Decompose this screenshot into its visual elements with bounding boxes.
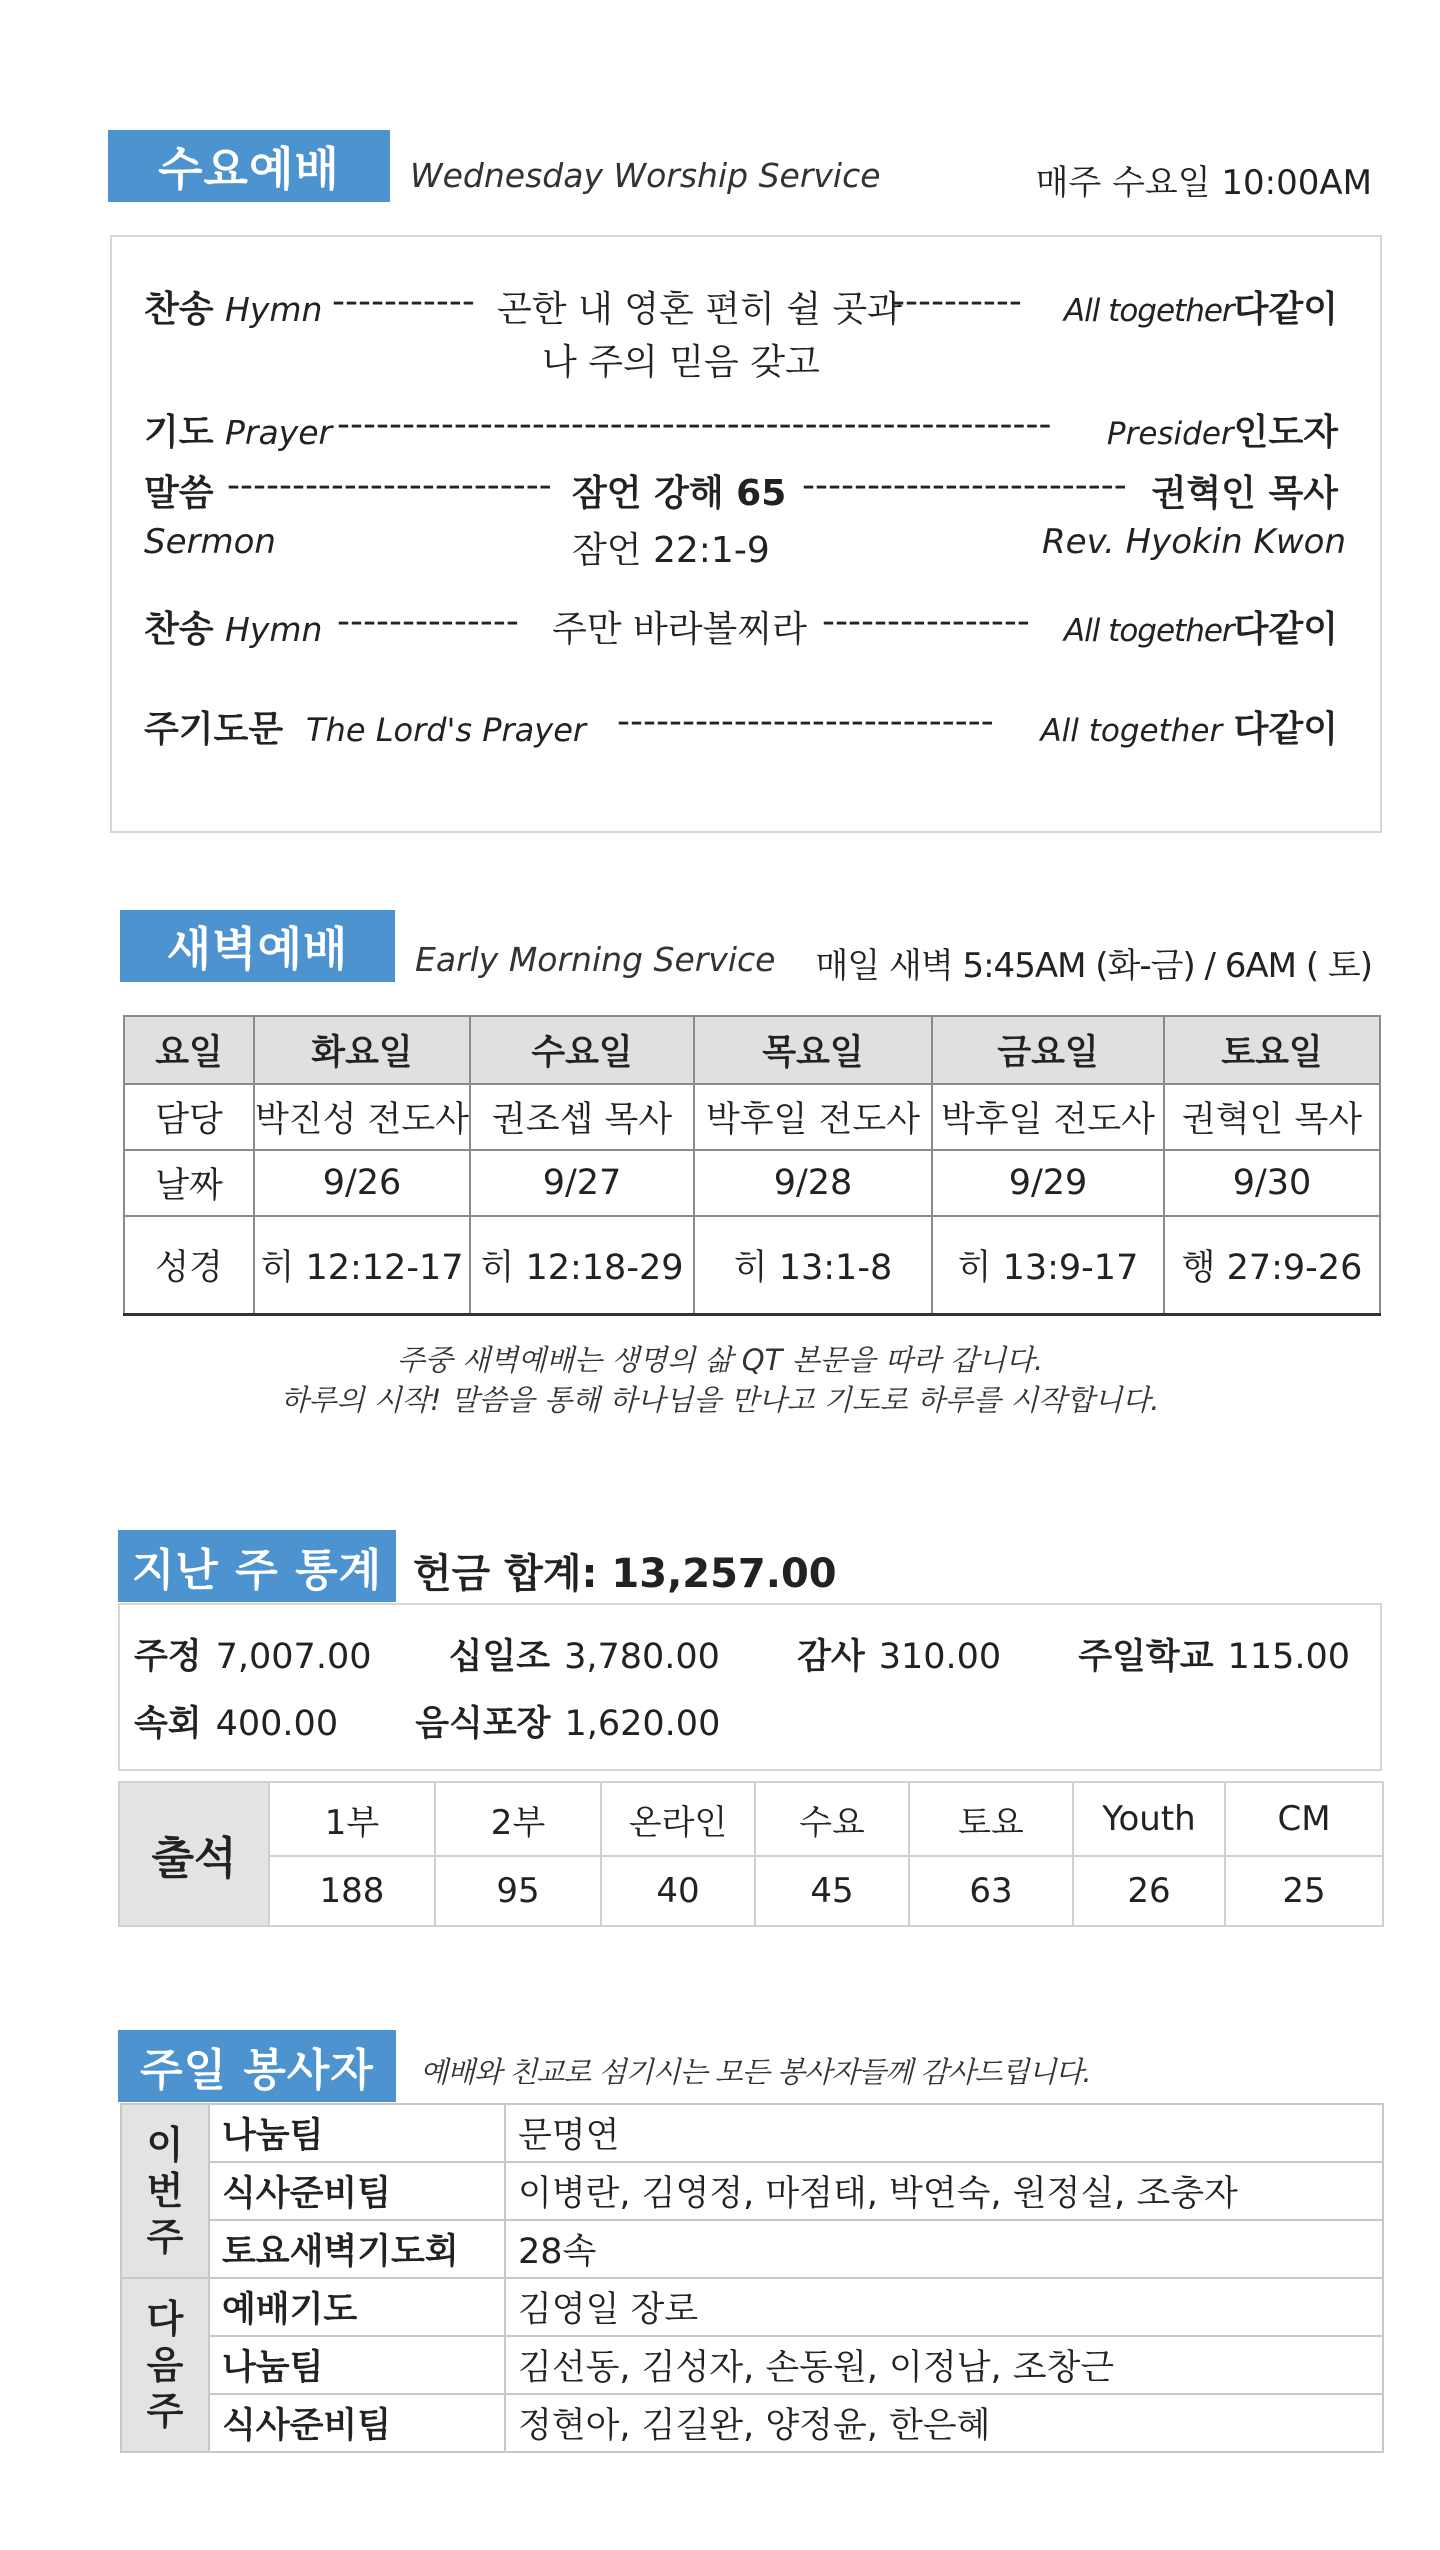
table-row bbox=[124, 1150, 1380, 1216]
offering-value: 7,007.00 bbox=[215, 1637, 372, 1677]
table-row bbox=[119, 1782, 1383, 1856]
this-week-label: 이 번 주 bbox=[121, 2104, 209, 2278]
dawn-header-cell: 목요일 bbox=[694, 1016, 932, 1084]
attendance-header: CM bbox=[1225, 1782, 1383, 1856]
dawn-subtitle: Early Morning Service bbox=[415, 940, 776, 979]
dash-line: ---------- bbox=[892, 281, 1022, 322]
volunteers-section-tag: 주일 봉사자 bbox=[118, 2030, 396, 2102]
order-sermon-en: Sermon bbox=[144, 522, 276, 562]
table-row bbox=[121, 2104, 1383, 2162]
attendance-header: 1부 bbox=[269, 1782, 435, 1856]
dawn-section-tag: 새벽예배 bbox=[120, 910, 395, 982]
attendance-header: 토요 bbox=[909, 1782, 1073, 1856]
order-prayer-right bbox=[1107, 404, 1338, 455]
wednesday-time: 매주 수요일 10:00AM bbox=[1035, 163, 1372, 203]
attendance-value: 45 bbox=[755, 1856, 909, 1926]
order-prayer bbox=[144, 404, 332, 455]
order-hymn-1-right bbox=[1064, 281, 1338, 332]
order-sermon-title: 잠언 강해 65 bbox=[572, 473, 787, 514]
dawn-cell: 9/29 bbox=[932, 1150, 1164, 1216]
order-hymn-1-title-2: 나 주의 믿음 갖고 bbox=[542, 342, 820, 383]
offerings-row-1 bbox=[134, 1629, 1350, 1679]
order-hymn-1 bbox=[144, 281, 322, 332]
order-right-ko: 인도자 bbox=[1233, 412, 1338, 453]
offering-value: 1,620.00 bbox=[564, 1704, 721, 1744]
order-hymn-2-title: 주만 바라볼찌라 bbox=[552, 609, 807, 650]
order-lords-prayer-right bbox=[1040, 701, 1338, 752]
attendance-value: 25 bbox=[1225, 1856, 1383, 1926]
attendance-table bbox=[118, 1781, 1384, 1927]
offering-label: 음식포장 bbox=[415, 1704, 551, 1744]
volunteer-names: 김선동, 김성자, 손동원, 이정남, 조창근 bbox=[505, 2336, 1383, 2394]
wednesday-order-box bbox=[110, 235, 1382, 833]
stats-section-tag: 지난 주 통계 bbox=[118, 1530, 396, 1602]
attendance-value: 40 bbox=[601, 1856, 755, 1926]
table-row bbox=[121, 2220, 1383, 2278]
volunteers-subtitle: 예배와 친교로 섬기시는 모든 봉사자들께 감사드립니다. bbox=[420, 2055, 1091, 2089]
order-label-ko: 찬송 bbox=[144, 289, 214, 330]
dawn-header-cell: 금요일 bbox=[932, 1016, 1164, 1084]
order-hymn-2-right bbox=[1064, 601, 1338, 652]
offering-value: 400.00 bbox=[215, 1704, 339, 1744]
order-right-en: Presider bbox=[1106, 416, 1234, 452]
volunteer-names: 28속 bbox=[505, 2220, 1383, 2278]
dash-line: ----------- bbox=[332, 281, 475, 322]
dawn-note-1: 주중 새벽예배는 생명의 삶 QT 본문을 따라 갑니다. bbox=[396, 1343, 1044, 1377]
order-label-ko: 주기도문 bbox=[144, 709, 284, 750]
offering-label: 주정 bbox=[134, 1637, 202, 1677]
table-row bbox=[119, 1856, 1383, 1926]
volunteers-table bbox=[120, 2103, 1384, 2453]
order-sermon-preacher: 권혁인 목사 bbox=[1151, 473, 1338, 514]
dawn-cell: 담당 bbox=[124, 1084, 254, 1150]
volunteer-role: 나눔팀 bbox=[209, 2336, 505, 2394]
volunteer-role: 식사준비팀 bbox=[209, 2162, 505, 2220]
dawn-time: 매일 새벽 5:45AM (화-금) / 6AM ( 토) bbox=[815, 946, 1372, 986]
order-label-ko: 기도 bbox=[144, 412, 214, 453]
order-right-en: All together bbox=[1063, 293, 1234, 329]
attendance-header: 온라인 bbox=[601, 1782, 755, 1856]
volunteer-names: 문명연 bbox=[505, 2104, 1383, 2162]
dawn-cell: 9/30 bbox=[1164, 1150, 1380, 1216]
order-right-en: All together bbox=[1040, 713, 1223, 749]
offerings-row-2 bbox=[134, 1696, 786, 1746]
dawn-cell: 박후일 전도사 bbox=[694, 1084, 932, 1150]
dawn-cell: 박후일 전도사 bbox=[932, 1084, 1164, 1150]
order-right-ko: 다같이 bbox=[1233, 289, 1338, 330]
offering-value: 115.00 bbox=[1227, 1637, 1351, 1677]
order-label-ko: 찬송 bbox=[144, 609, 214, 650]
order-right-en: All together bbox=[1063, 613, 1234, 649]
order-hymn-2 bbox=[144, 601, 322, 652]
dawn-cell: 권혁인 목사 bbox=[1164, 1084, 1380, 1150]
order-right-ko: 다같이 bbox=[1233, 709, 1338, 750]
dash-line: ------------------------- bbox=[227, 465, 552, 506]
order-label-en: The Lord's Prayer bbox=[306, 711, 587, 749]
dawn-cell: 9/28 bbox=[694, 1150, 932, 1216]
next-week-label: 다 음 주 bbox=[121, 2278, 209, 2452]
volunteer-names: 정현아, 김길완, 양정윤, 한은혜 bbox=[505, 2394, 1383, 2452]
table-row bbox=[124, 1216, 1380, 1315]
order-sermon-scripture: 잠언 22:1-9 bbox=[572, 530, 770, 571]
dawn-cell: 히 13:9-17 bbox=[932, 1216, 1164, 1315]
dawn-header-cell: 토요일 bbox=[1164, 1016, 1380, 1084]
attendance-value: 63 bbox=[909, 1856, 1073, 1926]
offering-label: 속회 bbox=[134, 1704, 202, 1744]
order-label-en: Hymn bbox=[225, 290, 323, 329]
dawn-header-cell: 수요일 bbox=[470, 1016, 694, 1084]
dawn-cell: 날짜 bbox=[124, 1150, 254, 1216]
volunteer-role: 나눔팀 bbox=[209, 2104, 505, 2162]
offering-label: 십일조 bbox=[448, 1637, 551, 1677]
table-row bbox=[121, 2336, 1383, 2394]
volunteer-names: 이병란, 김영정, 마점태, 박연숙, 원정실, 조충자 bbox=[505, 2162, 1383, 2220]
attendance-value: 26 bbox=[1073, 1856, 1225, 1926]
order-lords-prayer bbox=[144, 701, 586, 752]
order-right-ko: 다같이 bbox=[1233, 609, 1338, 650]
attendance-value: 95 bbox=[435, 1856, 601, 1926]
dawn-cell: 성경 bbox=[124, 1216, 254, 1315]
wednesday-subtitle: Wednesday Worship Service bbox=[410, 156, 881, 195]
dawn-cell: 권조셉 목사 bbox=[470, 1084, 694, 1150]
volunteer-role: 식사준비팀 bbox=[209, 2394, 505, 2452]
order-label-ko: 말씀 bbox=[144, 473, 214, 514]
dash-line: ------------------------------------------------------- bbox=[337, 404, 1052, 445]
stats-total: 헌금 합계: 13,257.00 bbox=[413, 1551, 837, 1597]
table-row bbox=[124, 1084, 1380, 1150]
dash-line: ----------------------------- bbox=[617, 701, 994, 742]
offering-value: 3,780.00 bbox=[564, 1637, 720, 1677]
offering-value: 310.00 bbox=[878, 1637, 1002, 1677]
table-row bbox=[121, 2162, 1383, 2220]
dawn-cell: 9/26 bbox=[254, 1150, 470, 1216]
dawn-header-cell: 요일 bbox=[124, 1016, 254, 1084]
attendance-value: 188 bbox=[269, 1856, 435, 1926]
dash-line: ------------------------- bbox=[802, 465, 1127, 506]
volunteer-role: 예배기도 bbox=[209, 2278, 505, 2336]
dash-line: -------------- bbox=[337, 601, 519, 642]
dawn-cell: 박진성 전도사 bbox=[254, 1084, 470, 1150]
order-label-en: Prayer bbox=[225, 413, 333, 452]
wednesday-section-tag: 수요예배 bbox=[108, 130, 390, 202]
dawn-cell: 히 12:12-17 bbox=[254, 1216, 470, 1315]
dawn-header-cell: 화요일 bbox=[254, 1016, 470, 1084]
dawn-cell: 9/27 bbox=[470, 1150, 694, 1216]
order-hymn-1-title: 곤한 내 영혼 편히 쉴 곳과 bbox=[497, 289, 902, 330]
offering-label: 주일학교 bbox=[1078, 1637, 1214, 1677]
dawn-cell: 행 27:9-26 bbox=[1164, 1216, 1380, 1315]
attendance-header: 수요 bbox=[755, 1782, 909, 1856]
attendance-header: Youth bbox=[1073, 1782, 1225, 1856]
dawn-note-2: 하루의 시작! 말씀을 통해 하나님을 만나고 기도로 하루를 시작합니다. bbox=[280, 1383, 1160, 1417]
volunteer-role: 토요새벽기도회 bbox=[209, 2220, 505, 2278]
dawn-cell: 히 13:1-8 bbox=[694, 1216, 932, 1315]
dawn-schedule-table bbox=[123, 1015, 1381, 1316]
attendance-label: 출석 bbox=[119, 1782, 269, 1926]
dash-line: ---------------- bbox=[822, 601, 1030, 642]
offering-label: 감사 bbox=[797, 1637, 865, 1677]
volunteer-names: 김영일 장로 bbox=[505, 2278, 1383, 2336]
order-sermon bbox=[144, 465, 214, 516]
dawn-header-row bbox=[124, 1016, 1380, 1084]
attendance-header: 2부 bbox=[435, 1782, 601, 1856]
dawn-cell: 히 12:18-29 bbox=[470, 1216, 694, 1315]
order-label-en: Hymn bbox=[225, 610, 323, 649]
table-row bbox=[121, 2394, 1383, 2452]
order-sermon-preacher-en: Rev. Hyokin Kwon bbox=[1042, 522, 1346, 562]
table-row bbox=[121, 2278, 1383, 2336]
offerings-box bbox=[118, 1603, 1382, 1771]
